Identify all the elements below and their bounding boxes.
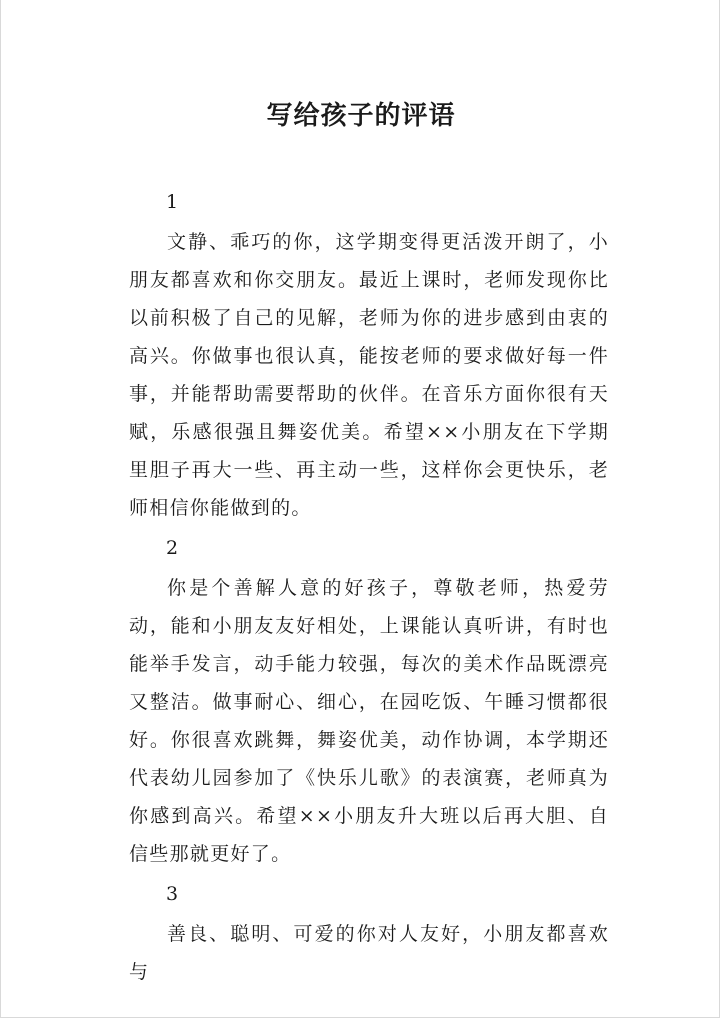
section-number-1: 1 bbox=[166, 191, 179, 213]
section-paragraph-3: 善良、聪明、可爱的你对人友好，小朋友都喜欢与 bbox=[129, 923, 609, 983]
section-number-3: 3 bbox=[166, 883, 179, 905]
section-paragraph-2: 你是个善解人意的好孩子，尊敬老师，热爱劳动，能和小朋友友好相处，上课能认真听讲，有时也能举手发言，动手能力较强，每次的美术作品既漂亮又整洁。做事耐心、细心，在园吃饭、午睡习惯都很好。你很喜欢跳舞，舞姿优美，动作协调，本学期还代表幼儿园参加了《快乐儿歌》的表演赛，老师真为你感到高兴。希望××小朋友升大班以后再大胆、自信些那就更好了。 bbox=[129, 577, 609, 865]
document-body bbox=[129, 183, 609, 993]
section-paragraph-1: 文静、乖巧的你，这学期变得更活泼开朗了，小朋友都喜欢和你交朋友。最近上课时，老师发现你比以前积极了自己的见解，老师为你的进步感到由衷的高兴。你做事也很认真，能按老师的要求做好每一件事，并能帮助需要帮助的伙伴。在音乐方面你很有天赋，乐感很强且舞姿优美。希望××小朋友在下学期里胆子再大一些、再主动一些，这样你会更快乐，老师相信你能做到的。 bbox=[129, 231, 609, 519]
page-title: 写给孩子的评语 bbox=[266, 101, 456, 131]
section-number-2: 2 bbox=[166, 537, 179, 559]
